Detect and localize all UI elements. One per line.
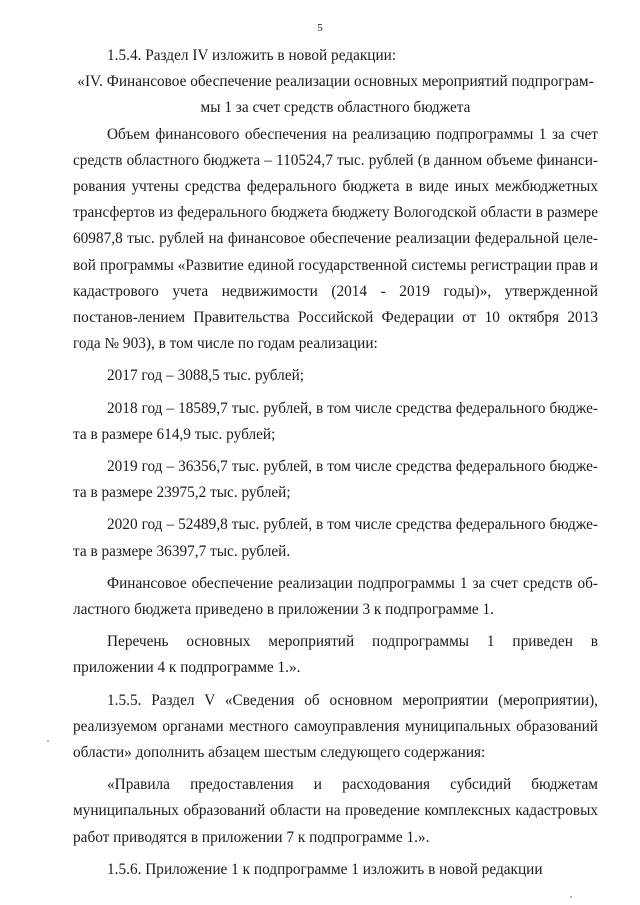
paragraph-year-2017: 2017 год – 3088,5 тыс. рублей; [107, 367, 305, 385]
paragraph-appendix-4: Перечень основных мероприятий подпрограммы 1 приведен в приложении 4 к подпрограмме 1.». [73, 633, 598, 677]
scan-speck [570, 896, 572, 898]
paragraph-year-2018: 2018 год – 18589,7 тыс. рублей, в том числе средства федерального бюдже-та в размере 614,9 тыс. рублей; [73, 399, 598, 443]
paragraph-1-5-5: 1.5.5. Раздел V «Сведения об основном мероприятии (мероприятии), реализуемом органами местного самоуправления муниципальных образований области» дополнить абзацем шестым следующего содержания: [73, 691, 598, 762]
document-body [73, 43, 598, 883]
section-heading-line-2: мы 1 за счет средств областного бюджета [200, 99, 471, 117]
page-number: 5 [317, 22, 323, 34]
paragraph-year-2019: 2019 год – 36356,7 тыс. рублей, в том числе средства федерального бюдже-та в размере 23975,2 тыс. рублей; [73, 458, 598, 502]
section-heading-line-1: «IV. Финансовое обеспечение реализации основных мероприятий подпрограм- [77, 73, 594, 91]
paragraph-funding-volume: Объем финансового обеспечения на реализацию подпрограммы 1 за счет средств областного бюджета – 110524,7 тыс. рублей (в данном объеме финанси-рования учтены средства федерального бюджета в виде иных межбюджетных трансфертов из федерального бюджета бюджету Вологодской области в размере 60987,8 тыс. рублей на финансовое обеспечение реализации федеральной целе-вой программы «Развитие единой государственной системы регистрации прав и кадастрового учета недвижимости (2014 - 2019 годы)», утвержденной постанов-лением Правительства Российской Федерации от 10 октября 2013 года № 903), в том числе по годам реализации: [73, 125, 598, 353]
paragraph-1-5-6: 1.5.6. Приложение 1 к подпрограмме 1 изложить в новой редакции [107, 860, 543, 878]
section-heading [73, 69, 598, 121]
paragraph-appendix-3: Финансовое обеспечение реализации подпрограммы 1 за счет средств об-ластного бюджета приведено в приложении 3 к подпрограмме 1. [73, 574, 598, 619]
paragraph-1-5-4: 1.5.4. Раздел IV изложить в новой редакции: [107, 47, 397, 64]
paragraph-year-2020: 2020 год – 52489,8 тыс. рублей, в том числе средства федерального бюдже-та в размере 36397,7 тыс. рублей. [73, 516, 598, 560]
scan-speck [47, 740, 49, 742]
paragraph-subsidy-rules: «Правила предоставления и расходования субсидий бюджетам муниципальных образований области на проведение комплексных кадастровых работ приводятся в приложении 7 к подпрограмме 1.». [73, 776, 598, 846]
